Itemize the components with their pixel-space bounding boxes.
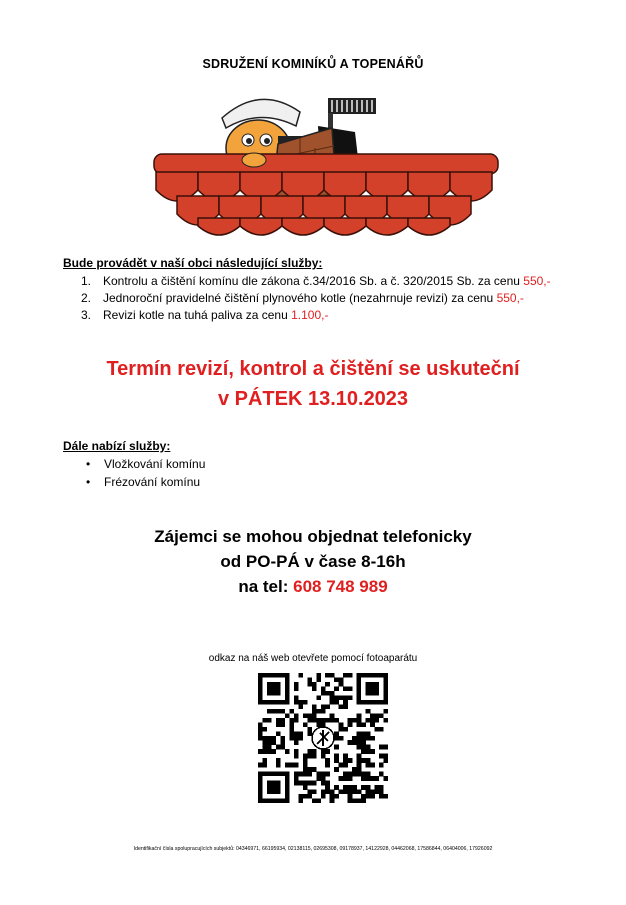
service-item-number: 3. [81,308,92,322]
footer-company-ids: Identifikační čísla spolupracujících subjektů: 04346971, 66195934, 02138115, 02695308, 09178937, 14122928, 04462068, 17586844, 06404006, 17926092 [133,846,493,852]
service-item-price: 550,- [523,274,551,288]
service-item-2 [81,291,524,305]
chimney-sweep-illustration [150,86,502,242]
contact-phone-line [0,577,626,597]
service-item-1 [81,274,551,288]
extra-service-label: Vložkování komínu [104,457,206,471]
qr-caption: odkaz na náš web otevřete pomocí fotoaparátu [208,653,418,664]
announcement-line-1: Termín revizí, kontrol a čištění se uskuteční [106,358,520,380]
qr-code-icon[interactable] [258,673,388,803]
service-item-text: Jednoroční pravidelné čištění plynového kotle (nezahrnuje revizi) za cenu [103,291,497,305]
bullet-icon: • [86,475,91,489]
service-item-price: 550,- [496,291,524,305]
extra-services-heading: Dále nabízí služby: [63,439,171,453]
service-item-number: 2. [81,291,92,305]
phone-number: 608 748 989 [293,577,388,596]
contact-line-2: od PO-PÁ v čase 8-16h [220,552,406,571]
extra-service-label: Frézování komínu [104,475,201,489]
service-item-price: 1.100,- [291,308,329,322]
services-heading: Bude provádět v naší obci následující služby: [63,256,323,270]
announcement-date: v PÁTEK 13.10.2023 [217,388,409,410]
service-item-number: 1. [81,274,92,288]
extra-service-item-1 [86,457,205,471]
hand-icon [242,153,266,167]
service-item-text: Revizi kotle na tuhá paliva za cenu [103,308,292,322]
contact-line-1: Zájemci se mohou objednat telefonicky [154,527,472,546]
extra-service-item-2 [86,475,200,489]
phone-prefix: na tel: [238,577,294,596]
page-title: SDRUŽENÍ KOMINÍKŮ A TOPENÁŘŮ [202,57,424,71]
bullet-icon: • [86,457,91,471]
service-item-text: Kontrolu a čištění komínu dle zákona č.34/2016 Sb. a č. 320/2015 Sb. za cenu [103,274,524,288]
service-item-3 [81,308,328,322]
